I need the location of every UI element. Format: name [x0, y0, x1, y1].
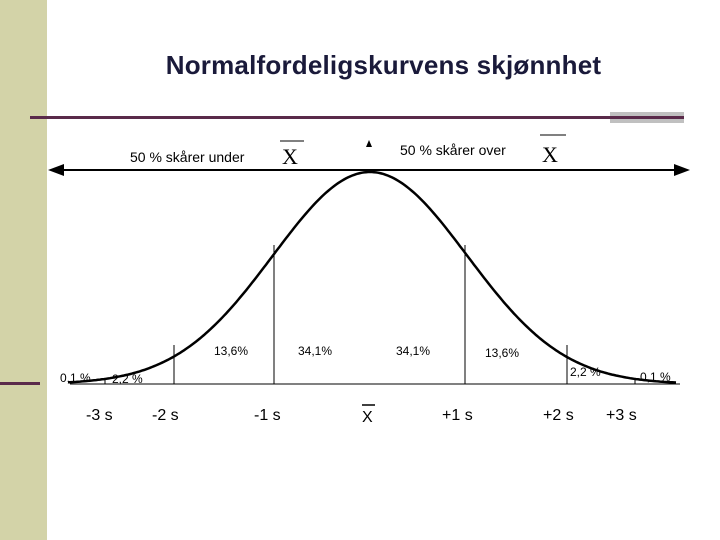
range-arrow-left-head: [48, 164, 64, 176]
pct-left-13: 13,6%: [214, 344, 249, 358]
bell-curve: [68, 172, 676, 383]
range-arrow-right-head: [674, 164, 690, 176]
axis-label-plus-1s: +1 s: [442, 407, 473, 424]
pct-right-13: 13,6%: [485, 346, 520, 360]
under-xbar-symbol: X: [282, 144, 298, 169]
axis-label-mean: X: [362, 409, 373, 426]
over-label: 50 % skårer over: [400, 142, 506, 158]
axis-label-minus-3s: -3 s: [86, 407, 113, 424]
pct-left-34: 34,1%: [298, 344, 333, 358]
slide-title: Normalfordeligskurvens skjønnhet: [165, 50, 602, 80]
pct-right-outer: 0,1 %: [640, 370, 671, 384]
pct-left-2: 2,2 %: [112, 372, 143, 386]
pct-left-outer: 0,1 %: [60, 371, 91, 385]
pct-right-34: 34,1%: [396, 344, 431, 358]
pct-right-2: 2,2 %: [570, 365, 601, 379]
axis-label-plus-2s: +2 s: [543, 407, 574, 424]
mean-pointer-icon: [366, 140, 372, 147]
axis-label-plus-3s: +3 s: [606, 407, 637, 424]
under-label: 50 % skårer under: [130, 149, 245, 165]
over-xbar-symbol: X: [542, 142, 558, 167]
axis-label-minus-2s: -2 s: [152, 407, 179, 424]
axis-label-minus-1s: -1 s: [254, 407, 281, 424]
